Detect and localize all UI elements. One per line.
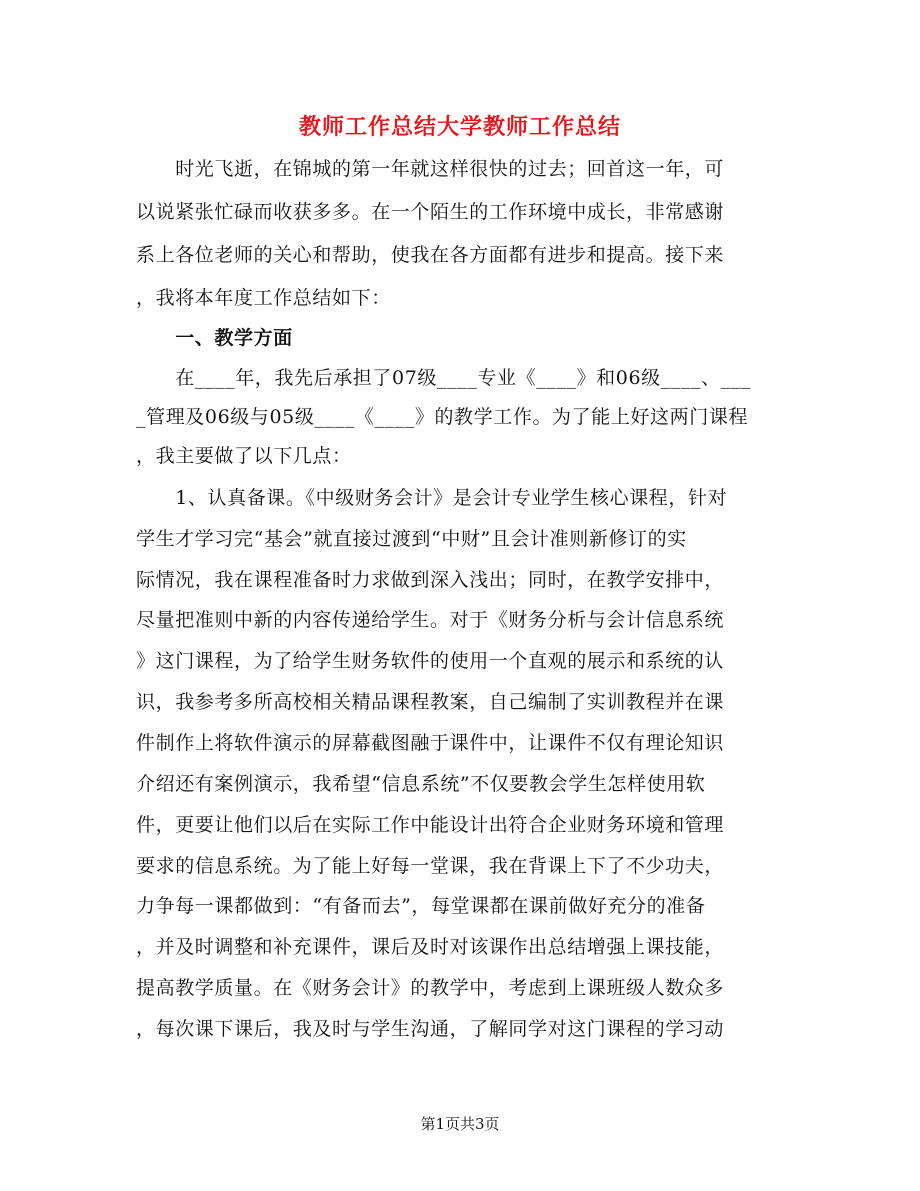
page-number: 第1页共3页 (420, 1115, 500, 1133)
body-line: 系上各位老师的关心和帮助，使我在各方面都有进步和提高。接下来 (136, 244, 725, 266)
body-line: 尽量把准则中新的内容传递给学生。对于《财务分析与会计信息系统 (136, 609, 725, 631)
body-line: 际情况，我在课程准备时力求做到深入浅出；同时，在教学安排中， (136, 569, 725, 591)
body-line: 学生才学习完“基会”就直接过渡到“中财”且会计准则新修订的实 (136, 528, 687, 550)
body-line: 时光飞逝，在锦城的第一年就这样很快的过去；回首这一年，可 (136, 158, 725, 180)
body-line: ，我将本年度工作总结如下： (136, 287, 391, 309)
body-line: ，每次课下课后，我及时与学生沟通，了解同学对这门课程的学习动 (136, 1018, 725, 1040)
body-line: ，我主要做了以下几点： (136, 445, 352, 467)
body-line: 提高教学质量。在《财务会计》的教学中，考虑到上课班级人数众多 (136, 977, 725, 999)
body-line: ，并及时调整和补充课件，课后及时对该课作出总结增强上课技能， (136, 936, 725, 958)
body-line: 力争每一课都做到：“有备而去”，每堂课都在课前做好充分的准备 (136, 895, 706, 917)
body-line: _管理及06级与05级____《____》的教学工作。为了能上好这两门课程 (136, 406, 749, 428)
body-line: 以说紧张忙碌而收获多多。在一个陌生的工作环境中成长，非常感谢 (136, 201, 725, 223)
body-line: 件制作上将软件演示的屏幕截图融于课件中，让课件不仅有理论知识 (136, 732, 725, 754)
body-line: 介绍还有案例演示，我希望“信息系统”不仅要教会学生怎样使用软 (136, 773, 706, 795)
body-line: 要求的信息系统。为了能上好每一堂课，我在背课上下了不少功夫， (136, 855, 725, 877)
body-line: 在____年，我先后承担了07级____专业《____》和06级____、___ (136, 367, 752, 389)
body-line: 》这门课程，为了给学生财务软件的使用一个直观的展示和系统的认 (136, 650, 725, 672)
section-heading: 一、教学方面 (136, 327, 293, 349)
body-line: 识，我参考多所高校相关精品课程教案，自己编制了实训教程并在课 (136, 691, 725, 713)
body-line: 1、认真备课。《中级财务会计》是会计专业学生核心课程，针对 (136, 487, 728, 509)
document-title: 教师工作总结大学教师工作总结 (298, 114, 621, 140)
body-line: 件，更要让他们以后在实际工作中能设计出符合企业财务环境和管理 (136, 814, 725, 836)
